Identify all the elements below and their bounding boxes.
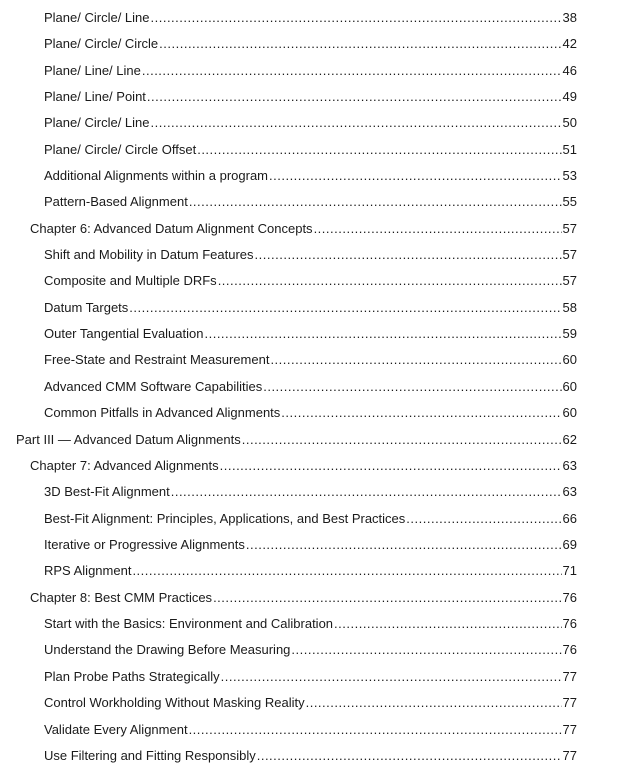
toc-entry-title: Control Workholding Without Masking Reality <box>44 695 305 710</box>
dot-leader <box>291 641 561 659</box>
toc-entry[interactable] <box>44 114 577 132</box>
dot-leader <box>255 246 562 264</box>
toc-chapter-entry[interactable] <box>30 457 577 475</box>
dot-leader <box>334 615 562 633</box>
toc-entry-page: 63 <box>562 458 577 473</box>
toc-chapter-entry[interactable] <box>30 589 577 607</box>
toc-entry[interactable] <box>44 747 577 765</box>
toc-entry-title: Chapter 7: Advanced Alignments <box>30 458 219 473</box>
toc-entry-title: Iterative or Progressive Alignments <box>44 537 245 552</box>
toc-entry-page: 57 <box>562 273 577 288</box>
toc-entry-title: Plane/ Circle/ Circle Offset <box>44 142 197 157</box>
dot-leader <box>246 536 562 554</box>
toc-entry-title: Plane/ Line/ Point <box>44 89 146 104</box>
toc-entry[interactable] <box>44 404 577 422</box>
toc-entry-title: Advanced CMM Software Capabilities <box>44 379 263 394</box>
toc-entry[interactable] <box>44 88 577 106</box>
dot-leader <box>189 721 562 739</box>
toc-entry-page: 60 <box>562 405 577 420</box>
toc-entry-title: Common Pitfalls in Advanced Alignments <box>44 405 281 420</box>
dot-leader <box>129 299 561 317</box>
toc-entry-title: Best-Fit Alignment: Principles, Applications, and Best Practices <box>44 511 406 526</box>
toc-entry-page: 71 <box>562 563 577 578</box>
dot-leader <box>213 589 561 607</box>
dot-leader <box>314 220 562 238</box>
toc-entry-page: 53 <box>562 168 577 183</box>
dot-leader <box>221 668 562 686</box>
toc-entry-title: Shift and Mobility in Datum Features <box>44 247 254 262</box>
toc-entry-title: Chapter 8: Best CMM Practices <box>30 590 213 605</box>
toc-part-entry[interactable] <box>16 431 577 449</box>
toc-entry-page: 60 <box>562 379 577 394</box>
toc-entry-page: 77 <box>562 695 577 710</box>
toc-entry-title: Start with the Basics: Environment and Calibration <box>44 616 334 631</box>
dot-leader <box>218 272 562 290</box>
toc-entry-title: Free-State and Restraint Measurement <box>44 352 270 367</box>
dot-leader <box>189 193 562 211</box>
toc-entry-page: 50 <box>562 115 577 130</box>
toc-entry-page: 42 <box>562 36 577 51</box>
toc-entry-page: 76 <box>562 642 577 657</box>
toc-entry[interactable] <box>44 615 577 633</box>
toc-entry-page: 57 <box>562 221 577 236</box>
toc-entry[interactable] <box>44 141 577 159</box>
toc-entry-page: 76 <box>562 590 577 605</box>
toc-entry-page: 66 <box>562 511 577 526</box>
dot-leader <box>151 9 562 27</box>
dot-leader <box>406 510 561 528</box>
toc-entry-title: RPS Alignment <box>44 563 132 578</box>
dot-leader <box>151 114 562 132</box>
toc-entry[interactable] <box>44 62 577 80</box>
toc-entry-page: 77 <box>562 748 577 763</box>
toc-entry-page: 57 <box>562 247 577 262</box>
toc-entry-page: 62 <box>562 432 577 447</box>
dot-leader <box>257 747 562 765</box>
toc-entry[interactable] <box>44 668 577 686</box>
dot-leader <box>132 562 561 580</box>
toc-entry-title: Plane/ Circle/ Circle <box>44 36 159 51</box>
dot-leader <box>270 351 561 369</box>
toc-entry-page: 38 <box>562 10 577 25</box>
toc-entry-title: Plane/ Line/ Line <box>44 63 141 78</box>
toc-entry[interactable] <box>44 193 577 211</box>
toc-entry-page: 46 <box>562 63 577 78</box>
toc-entry-page: 77 <box>562 722 577 737</box>
toc-entry-title: Additional Alignments within a program <box>44 168 269 183</box>
toc-entry-title: Understand the Drawing Before Measuring <box>44 642 291 657</box>
toc-entry-title: Chapter 6: Advanced Datum Alignment Concepts <box>30 221 313 236</box>
toc-entry[interactable] <box>44 246 577 264</box>
dot-leader <box>147 88 562 106</box>
toc-entry-page: 69 <box>562 537 577 552</box>
toc-entry-title: Outer Tangential Evaluation <box>44 326 204 341</box>
toc-entry-page: 58 <box>562 300 577 315</box>
toc-entry[interactable] <box>44 325 577 343</box>
toc-chapter-entry[interactable] <box>30 220 577 238</box>
dot-leader <box>159 35 561 53</box>
toc-entry-title: Plan Probe Paths Strategically <box>44 669 220 684</box>
dot-leader <box>197 141 561 159</box>
toc-entry-title: 3D Best-Fit Alignment <box>44 484 170 499</box>
toc-entry[interactable] <box>44 299 577 317</box>
toc-entry[interactable] <box>44 483 577 501</box>
toc-entry[interactable] <box>44 562 577 580</box>
toc-entry[interactable] <box>44 35 577 53</box>
dot-leader <box>306 694 562 712</box>
toc-entry-page: 49 <box>562 89 577 104</box>
toc-entry[interactable] <box>44 351 577 369</box>
dot-leader <box>242 431 562 449</box>
toc-entry[interactable] <box>44 378 577 396</box>
dot-leader <box>204 325 561 343</box>
toc-entry[interactable] <box>44 9 577 27</box>
toc-entry[interactable] <box>44 721 577 739</box>
dot-leader <box>142 62 562 80</box>
toc-entry[interactable] <box>44 641 577 659</box>
toc-entry[interactable] <box>44 272 577 290</box>
toc-entry-title: Plane/ Circle/ Line <box>44 115 150 130</box>
toc-entry-title: Pattern-Based Alignment <box>44 194 188 209</box>
dot-leader <box>269 167 562 185</box>
toc-entry-title: Plane/ Circle/ Line <box>44 10 150 25</box>
toc-entry-page: 51 <box>562 142 577 157</box>
toc-entry-page: 77 <box>562 669 577 684</box>
dot-leader <box>220 457 562 475</box>
toc-entry[interactable] <box>44 694 577 712</box>
toc-entry-page: 59 <box>562 326 577 341</box>
toc-entry-title: Datum Targets <box>44 300 129 315</box>
toc-entry[interactable] <box>44 167 577 185</box>
toc-entry-title: Composite and Multiple DRFs <box>44 273 217 288</box>
toc-entry-title: Part III — Advanced Datum Alignments <box>16 432 241 447</box>
toc-entry-page: 60 <box>562 352 577 367</box>
toc-entry[interactable] <box>44 536 577 554</box>
dot-leader <box>281 404 561 422</box>
toc-entry-page: 55 <box>562 194 577 209</box>
toc-entry-title: Use Filtering and Fitting Responsibly <box>44 748 256 763</box>
toc-entry-title: Validate Every Alignment <box>44 722 188 737</box>
toc-entry[interactable] <box>44 510 577 528</box>
toc-entry-page: 63 <box>562 484 577 499</box>
dot-leader <box>171 483 562 501</box>
dot-leader <box>263 378 561 396</box>
toc-entry-page: 76 <box>562 616 577 631</box>
